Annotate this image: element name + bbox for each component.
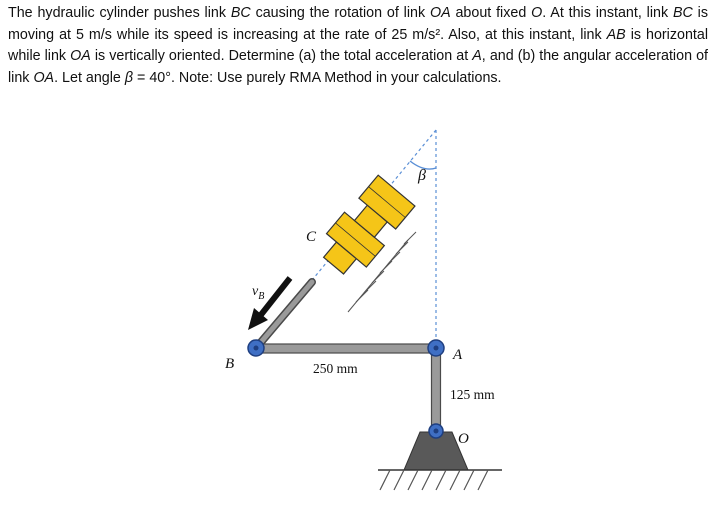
point-c-label: C bbox=[306, 229, 317, 245]
point-o-label: O bbox=[458, 431, 469, 447]
link-ab bbox=[256, 344, 436, 353]
beta-label: β bbox=[418, 167, 426, 184]
point-b-label: B bbox=[225, 356, 235, 372]
hydraulic-cylinder bbox=[314, 174, 417, 282]
dim-oa-label: 125 mm bbox=[450, 387, 495, 402]
link-oa bbox=[432, 348, 441, 430]
problem-statement: The hydraulic cylinder pushes link BC causing the rotation of link OA about fixed O. At this instant, link BC is moving at 5 m/s while its speed is increasing at the rate of 25 m/s². Also, at this instant, link AB is horizontal while link OA is vertically oriented. Determine (a) the total acceleration at A, and (b) the angular acceleration of link OA. Let angle β = 40°. Note: Use purely RMA Method in your calculations. bbox=[8, 5, 708, 86]
point-a-label: A bbox=[453, 347, 463, 363]
vb-label: $v_B$ bbox=[252, 284, 265, 302]
ground-hatch bbox=[380, 470, 488, 490]
dim-ab-label: 250 mm bbox=[313, 361, 358, 376]
